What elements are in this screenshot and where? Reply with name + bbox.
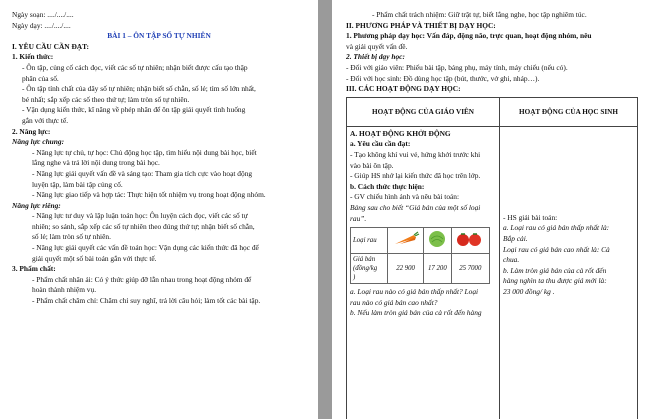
text-line-right-3: và giải quyết vấn đề. bbox=[346, 41, 408, 51]
text-line-25: - Phẩm chất nhân ái: Có ý thức giúp đỡ lẫn nhau trong hoạt động nhóm để bbox=[32, 274, 252, 284]
teacher-questions bbox=[350, 287, 496, 319]
teacher-text bbox=[350, 129, 496, 224]
text-line-15: - Năng lực giải quyết vấn đề và sáng tạo: Tham gia tích cực vào hoạt động bbox=[32, 168, 253, 178]
teacher-line-5: b. Cách thức thực hiện: bbox=[350, 181, 425, 191]
text-line-4: 1. Kiến thức: bbox=[12, 52, 54, 62]
teacher-question-line-0: a. Loại rau nào có giá bán thấp nhất? Loại bbox=[350, 287, 479, 297]
student-text bbox=[503, 213, 634, 298]
text-line-right-5: - Đối với giáo viên: Phiếu bài tập, bảng phụ, máy tính, máy chiếu (nếu có). bbox=[346, 62, 568, 72]
cabbage-image bbox=[424, 228, 451, 254]
student-column bbox=[500, 126, 638, 419]
teacher-column bbox=[347, 126, 500, 419]
right-page-text bbox=[346, 10, 638, 95]
text-line-19: - Năng lực tư duy và lập luận toán học: Ôn luyện cách đọc, viết các số tự bbox=[32, 211, 248, 221]
text-line-1: Ngày dạy: ..../..../.... bbox=[12, 20, 71, 30]
text-line-16: luyện tập, làm bài tập củng cố. bbox=[32, 179, 123, 189]
activities-table bbox=[346, 97, 638, 419]
student-line-0: - HS giải bài toán: bbox=[503, 212, 558, 222]
tomato-image bbox=[451, 228, 489, 254]
text-line-right-2: 1. Phương pháp dạy học: Vấn đáp, động não, trực quan, hoạt động nhóm, nêu bbox=[346, 31, 592, 41]
text-line-27: - Phẩm chất chăm chỉ: Chăm chỉ suy nghĩ, trả lời câu hỏi; làm tốt các bài tập. bbox=[32, 296, 261, 306]
text-line-23: giải quyết một số bài toán gắn với thực tế. bbox=[32, 253, 157, 263]
carrot-image bbox=[388, 228, 424, 254]
text-line-6: phân của số. bbox=[22, 73, 59, 83]
document-page-right bbox=[332, 0, 650, 419]
student-line-3: Loại rau có giá bán cao nhất là: Cà bbox=[503, 244, 610, 254]
text-line-9: - Vận dụng kiến thức, kĩ năng về phép nhân để ôn tập giải quyết tình huống bbox=[22, 105, 246, 115]
student-line-4: chua. bbox=[503, 255, 520, 265]
text-line-12: Năng lực chung: bbox=[12, 137, 65, 147]
vegetable-price-table bbox=[350, 227, 490, 284]
text-line-8: bé nhất; sắp xếp các số theo thứ tự; làm tròn số tự nhiên. bbox=[22, 94, 190, 104]
text-line-right-6: - Đối với học sinh: Đồ dùng học tập (bút, thước, vở ghi, nháp…). bbox=[346, 73, 540, 83]
student-line-1: a. Loại rau có giá bán thấp nhất là: bbox=[503, 223, 610, 233]
text-line-10: gắn với thực tế. bbox=[22, 115, 69, 125]
text-line-7: - Ôn tập tính chất của dãy số tự nhiên; nhận biết số chẵn, số lẻ; tìm số lớn nhất, bbox=[22, 84, 256, 94]
teacher-line-0: A. HOẠT ĐỘNG KHỞI ĐỘNG bbox=[350, 128, 451, 138]
student-line-6: hàng nghìn ta thu được giá mới là: bbox=[503, 276, 607, 286]
text-line-14: lắng nghe và trả lời nội dung trong bài học. bbox=[32, 158, 160, 168]
text-line-right-0: - Phẩm chất trách nhiệm: Giữ trật tự, biết lắng nghe, học tập nghiêm túc. bbox=[372, 10, 587, 19]
text-line-17: - Năng lực giao tiếp và hợp tác: Thực hiện tốt nhiệm vụ trong hoạt động nhóm. bbox=[32, 190, 266, 200]
text-line-5: - Ôn tập, củng cố cách đọc, viết các số tự nhiên; nhận biết được cấu tạo thập bbox=[22, 62, 248, 72]
teacher-question-line-2: b. Nếu làm tròn giá bán của cà rốt đến hàng bbox=[350, 308, 482, 318]
document-page-left bbox=[0, 0, 318, 419]
text-line-0: Ngày soạn: ..../..../.... bbox=[12, 10, 74, 19]
carrot-price: 22 900 bbox=[388, 254, 424, 284]
teacher-question-line-1: rau nào có giá bán cao nhất? bbox=[350, 297, 438, 307]
teacher-line-1: a. Yêu cầu cần đạt: bbox=[350, 139, 411, 149]
text-line-22: - Năng lực giải quyết các vấn đề toán học: Vận dụng các kiến thức đã học để bbox=[32, 243, 259, 253]
teacher-line-8: rau”. bbox=[350, 213, 367, 223]
text-line-26: hoàn thành nhiệm vụ. bbox=[32, 285, 97, 295]
teacher-line-6: - GV chiếu hình ảnh và nêu bài toán: bbox=[350, 192, 460, 202]
text-line-2: BÀI 1 – ÔN TẬP SỐ TỰ NHIÊN bbox=[107, 31, 211, 41]
student-line-5: b. Làm tròn giá bán của cà rốt đến bbox=[503, 265, 607, 275]
header-student: HOẠT ĐỘNG CỦA HỌC SINH bbox=[500, 97, 638, 126]
cabbage-price: 17 200 bbox=[424, 254, 451, 284]
text-line-20: nhiên; so sánh, sắp xếp các số tự nhiên theo đúng thứ tự; nhận biết số chẵn, bbox=[32, 221, 255, 231]
text-line-11: 2. Năng lực: bbox=[12, 126, 51, 136]
teacher-line-2: - Tạo không khí vui vẻ, hứng khởi trước khi bbox=[350, 149, 481, 159]
teacher-line-3: vào bài ôn tập. bbox=[350, 160, 394, 170]
text-line-18: Năng lực riêng: bbox=[12, 200, 61, 210]
price-row1-label: Loại rau bbox=[351, 228, 388, 254]
text-line-3: I. YÊU CẦU CẦN ĐẠT: bbox=[12, 41, 89, 51]
teacher-line-7: Bảng sau cho biết “Giá bán của một số loại bbox=[350, 202, 481, 212]
text-line-right-4: 2. Thiết bị dạy học: bbox=[346, 52, 405, 62]
tomato-price: 25 7000 bbox=[451, 254, 489, 284]
text-line-right-7: III. CÁC HOẠT ĐỘNG DẠY HỌC: bbox=[346, 84, 461, 94]
text-line-21: số lẻ; làm tròn số tự nhiên. bbox=[32, 232, 111, 242]
teacher-line-4: - Giúp HS nhớ lại kiến thức đã học trên lớp. bbox=[350, 171, 481, 181]
student-line-2: Bắp cải. bbox=[503, 233, 528, 243]
text-line-24: 3. Phẩm chất: bbox=[12, 264, 56, 274]
text-line-13: - Năng lực tự chủ, tự học: Chủ động học tập, tìm hiểu nội dung bài học, biết bbox=[32, 147, 257, 157]
text-line-right-1: II. PHƯƠNG PHÁP VÀ THIẾT BỊ DẠY HỌC: bbox=[346, 20, 496, 30]
header-teacher: HOẠT ĐỘNG CỦA GIÁO VIÊN bbox=[347, 97, 500, 126]
price-row2-label: Giá bán (đồng/kg ) bbox=[351, 254, 388, 284]
student-line-7: 23 000 đồng/ kg . bbox=[503, 286, 555, 296]
left-page-text bbox=[12, 10, 306, 307]
